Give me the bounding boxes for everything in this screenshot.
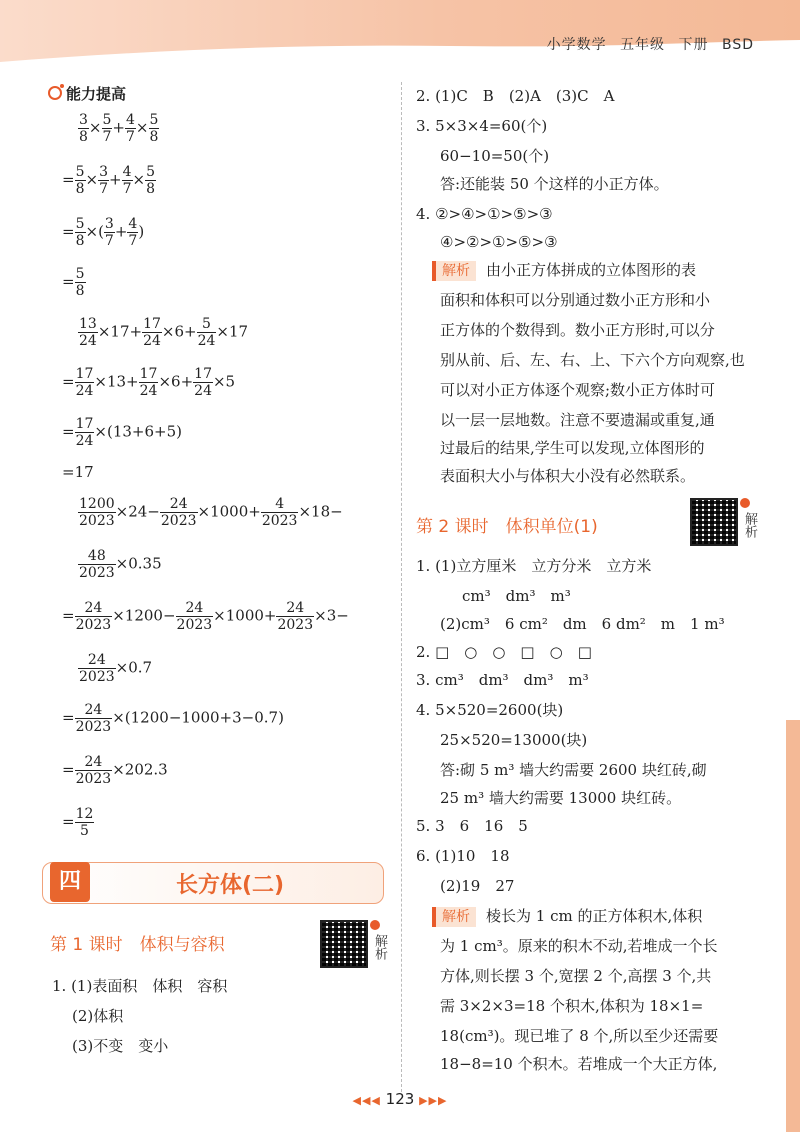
- eq-row-11: = $\frac{24}{2023}$ ×1200− $\frac{24}{2023}$ ×1000+ $\frac{24}{2023}$ ×3−: [62, 600, 349, 633]
- ans-3-line3: 答:还能装 50 个这样的小正方体。: [440, 175, 669, 193]
- eq-row-10: $\frac{48}{2023}$ ×0.35: [79, 548, 162, 581]
- qr-code-icon[interactable]: [690, 498, 738, 546]
- explanation-1-line2: 面积和体积可以分别通过数小正方形和小: [440, 291, 711, 309]
- right-arrows-icon: ▶▶▶: [419, 1094, 448, 1107]
- chapter-title: 长方体(二): [176, 873, 285, 898]
- explanation-2-line2: 为 1 cm³。原来的积木不动,若堆成一个长: [440, 937, 718, 955]
- lesson2-ans-2: 2. □ ○ ○ □ ○ □: [416, 643, 592, 661]
- header-text: 小学数学 五年级 下册 BSD: [546, 37, 754, 53]
- lesson-1-title: 第 1 课时 体积与容积: [50, 935, 225, 955]
- eq-row-6: = $\frac{17}{24}$ ×13+ $\frac{17}{24}$ ×6+ $\frac{17}{24}$ ×5: [62, 366, 236, 399]
- explanation-2-line6: 18−8=10 个积木。若堆成一个大正方体,: [440, 1055, 718, 1073]
- page-number-footer: [340, 1090, 460, 1108]
- lesson2-ans-5: 5. 3 6 16 5: [416, 817, 528, 835]
- ans-3-line2: 60−10=50(个): [440, 147, 550, 165]
- explanation-2-line5: 18(cm³)。现已堆了 8 个,所以至少还需要: [440, 1027, 719, 1045]
- eq-row-8: =17: [62, 463, 94, 481]
- chapter-number: 四: [50, 862, 90, 902]
- ans-4-line2: ④>②>①>⑤>③: [440, 233, 558, 251]
- page-header: [0, 0, 800, 62]
- explanation-1-line8: 表面积大小与体积大小没有必然联系。: [440, 467, 696, 485]
- eq-row-13: = $\frac{24}{2023}$ ×(1200−1000+3−0.7): [62, 702, 284, 735]
- section-bulb-icon: [48, 86, 62, 100]
- section-title: 能力提高: [48, 84, 126, 104]
- lesson2-ans-1-line1: 1. (1)立方厘米 立方分米 立方米: [416, 557, 652, 575]
- ans-2: 2. (1)C B (2)A (3)C A: [416, 87, 615, 105]
- lesson-2-title: 第 2 课时 体积单位(1): [416, 517, 598, 537]
- eq-row-7: = $\frac{17}{24}$ ×(13+6+5): [62, 416, 182, 449]
- ans-q1-line2: (2)体积: [72, 1007, 124, 1025]
- column-divider: [401, 82, 402, 1092]
- lesson2-ans-3: 3. cm³ dm³ dm³ m³: [416, 671, 589, 689]
- left-arrows-icon: ◀◀◀: [352, 1094, 381, 1107]
- explanation-2-line3: 方体,则长摆 3 个,宽摆 2 个,高摆 3 个,共: [440, 967, 712, 985]
- eq-row-4: = $\frac{5}{8}$: [62, 266, 85, 299]
- explanation-1-line7: 过最后的结果,学生可以发现,立体图形的: [440, 439, 705, 457]
- eq-row-9: $\frac{1200}{2023}$ ×24− $\frac{24}{2023}$ ×1000+ $\frac{4}{2023}$ ×18−: [79, 496, 343, 529]
- eq-row-5: $\frac{13}{24}$ ×17+ $\frac{17}{24}$ ×6+ $\frac{5}{24}$ ×17: [79, 316, 249, 349]
- eq-row-3: = $\frac{5}{8}$ ×( $\frac{3}{7}$ + $\frac{4}{7}$ ): [62, 216, 145, 249]
- eq-row-2: = $\frac{5}{8}$ × $\frac{3}{7}$ + $\frac{4}{7}$ × $\frac{5}{8}$: [62, 164, 155, 197]
- analysis-tag: 解析: [432, 907, 476, 927]
- explanation-2-line1: 解析 棱长为 1 cm 的正方体积木,体积: [432, 906, 702, 927]
- lesson2-ans-4-line3: 答:砌 5 m³ 墙大约需要 2600 块红砖,砌: [440, 761, 707, 779]
- edge-strip: [786, 720, 800, 1132]
- ans-3-line1: 3. 5×3×4=60(个): [416, 117, 548, 135]
- lesson2-ans-4-line4: 25 m³ 墙大约需要 13000 块红砖。: [440, 789, 682, 807]
- eq-row-14: = $\frac{24}{2023}$ ×202.3: [62, 754, 168, 787]
- ans-q1-line3: (3)不变 变小: [72, 1037, 169, 1055]
- explanation-1-line3: 正方体的个数得到。数小正方形时,可以分: [440, 321, 715, 339]
- eq-row-12: $\frac{24}{2023}$ ×0.7: [79, 652, 153, 685]
- explanation-1-line1: 解析 由小正方体拼成的立体图形的表: [432, 260, 696, 281]
- ans-q1-line1: 1. (1)表面积 体积 容积: [52, 977, 228, 995]
- lesson2-ans-6-line2: (2)19 27: [440, 877, 515, 895]
- explanation-2-line4: 需 3×2×3=18 个积木,体积为 18×1=: [440, 997, 704, 1015]
- eq-row-15: = $\frac{12}{5}$: [62, 806, 94, 839]
- lesson2-ans-6-line1: 6. (1)10 18: [416, 847, 510, 865]
- ans-4-line1: 4. ②>④>①>⑤>③: [416, 205, 553, 223]
- qr-code-icon[interactable]: [320, 920, 368, 968]
- qr-label: 解析: [372, 934, 387, 960]
- page-number: 123: [385, 1090, 415, 1108]
- play-icon: [370, 920, 380, 930]
- lesson2-ans-4-line2: 25×520=13000(块): [440, 731, 588, 749]
- play-icon: [740, 498, 750, 508]
- lesson2-ans-1-line3: (2)cm³ 6 cm² dm 6 dm² m 1 m³: [440, 615, 725, 633]
- analysis-tag: 解析: [432, 261, 476, 281]
- lesson2-ans-1-line2: cm³ dm³ m³: [462, 587, 571, 605]
- explanation-1-line5: 可以对小正方体逐个观察;数小正方体时可: [440, 381, 716, 399]
- eq-row-1: $\frac{3}{8}$ × $\frac{5}{7}$ + $\frac{4}{7}$ × $\frac{5}{8}$: [79, 112, 159, 145]
- explanation-1-line4: 别从前、后、左、右、上、下六个方向观察,也: [440, 351, 745, 369]
- qr-label: 解析: [742, 512, 757, 538]
- explanation-1-line6: 以一层一层地数。注意不要遗漏或重复,通: [440, 411, 715, 429]
- lesson2-ans-4-line1: 4. 5×520=2600(块): [416, 701, 564, 719]
